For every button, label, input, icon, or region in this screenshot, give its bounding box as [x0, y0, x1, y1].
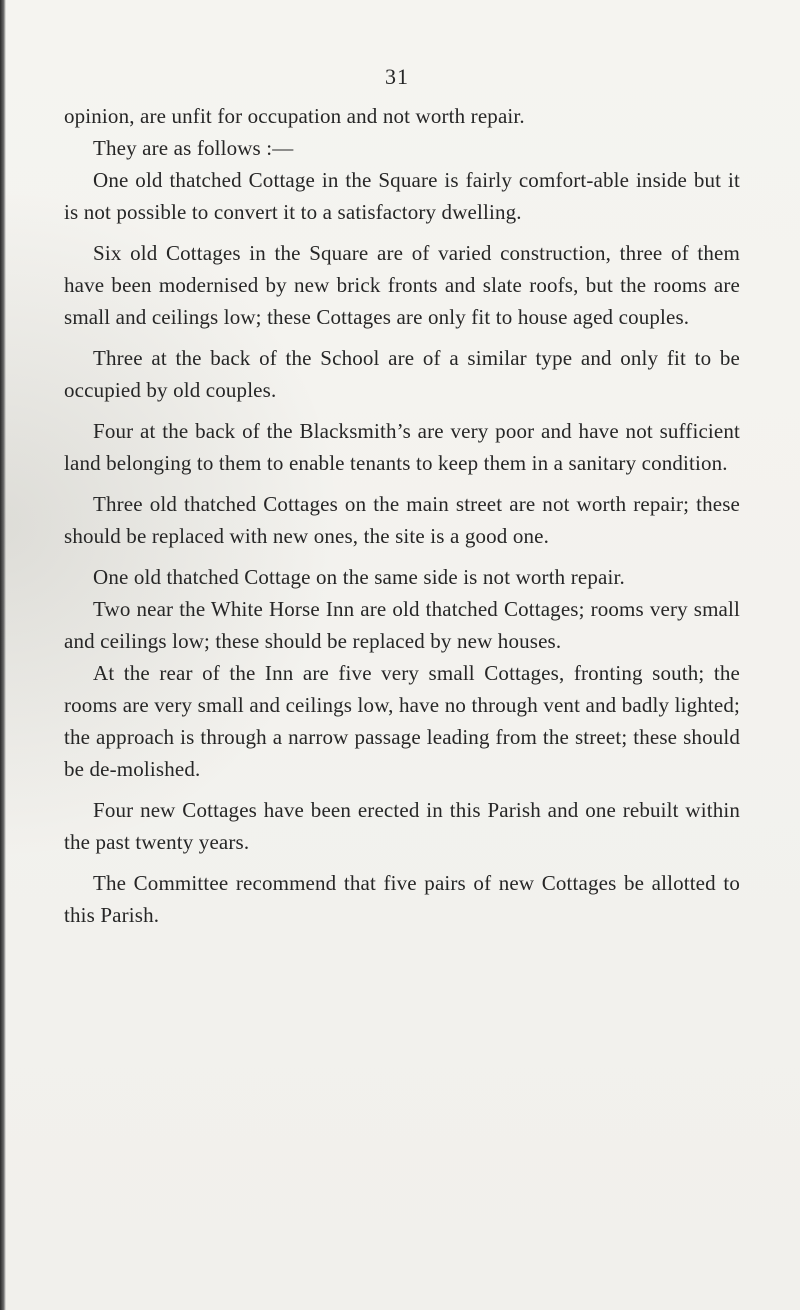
paragraph-square-cottage: One old thatched Cottage in the Square is fairly comfort-able inside but it is not possible to convert it to a satisfactory dwelling. — [64, 168, 740, 224]
paragraph-recommendation: The Committee recommend that five pairs of new Cottages be allotted to this Parish. — [64, 871, 740, 927]
paragraph-main-street-cottages: Three old thatched Cottages on the main street are not worth repair; these should be replaced with new ones, the site is a good one. — [64, 492, 740, 548]
body-text — [64, 100, 740, 940]
paragraph-continuation: opinion, are unfit for occupation and not worth repair. — [64, 104, 525, 128]
paragraph-rear-of-inn: At the rear of the Inn are five very small Cottages, fronting south; the rooms are very small and ceilings low, have no through vent and badly lighted; the approach is through a narrow passage leading from the street; these should be de-molished. — [64, 661, 740, 781]
paragraph-same-side-cottage: One old thatched Cottage on the same side is not worth repair. — [93, 565, 625, 589]
paragraph-six-cottages: Six old Cottages in the Square are of varied construction, three of them have been modernised by new brick fronts and slate roofs, but the rooms are small and ceilings low; these Cottages are only fit to house aged couples. — [64, 241, 740, 329]
paragraph-white-horse-inn: Two near the White Horse Inn are old thatched Cottages; rooms very small and ceilings low; these should be replaced by new houses. — [64, 597, 740, 653]
paragraph-blacksmith-cottages: Four at the back of the Blacksmith’s are very poor and have not sufficient land belonging to them to enable tenants to keep them in a sanitary condition. — [64, 419, 740, 475]
page-number: 31 — [385, 64, 409, 89]
paragraph-intro: They are as follows :— — [93, 136, 294, 160]
book-spine-shadow — [0, 0, 6, 1310]
paragraph-school-cottages: Three at the back of the School are of a similar type and only fit to be occupied by old couples. — [64, 346, 740, 402]
paragraph-new-cottages: Four new Cottages have been erected in this Parish and one rebuilt within the past twenty years. — [64, 798, 740, 854]
